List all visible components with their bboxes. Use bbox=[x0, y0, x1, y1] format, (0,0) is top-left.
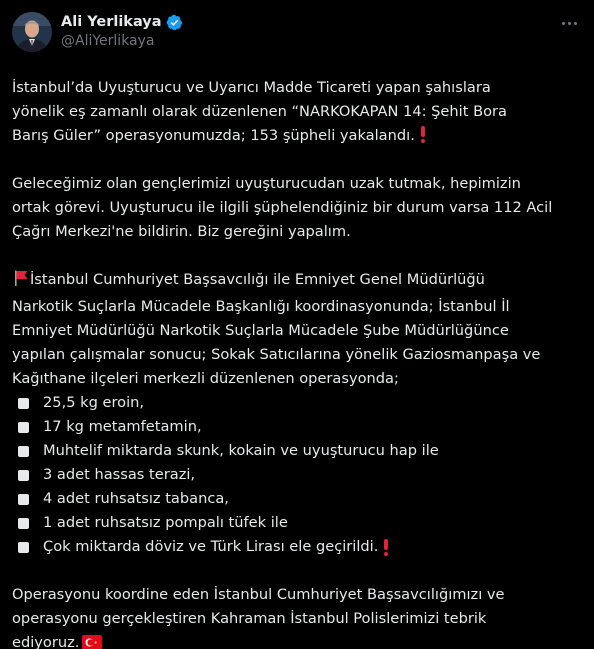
text-line bbox=[12, 631, 587, 649]
text-line: yönelik eş zamanlı olarak düzenlenen “NARKOKAPAN 14: Şehit Bora bbox=[12, 103, 507, 120]
paragraph-1 bbox=[12, 76, 587, 148]
square-bullet-icon bbox=[18, 470, 29, 481]
tweet-header bbox=[12, 12, 582, 56]
square-bullet-icon bbox=[18, 398, 29, 409]
text-line: Kağıthane ilçeleri merkezli düzenlenen operasyonda; bbox=[12, 370, 399, 387]
turkey-flag-icon bbox=[82, 634, 102, 649]
text-line-content: İstanbul Cumhuriyet Başsavcılığı ile Emniyet Genel Müdürlüğü bbox=[30, 271, 485, 288]
list-item bbox=[12, 439, 587, 463]
list-item-text: Çok miktarda döviz ve Türk Lirası ele geçirildi. bbox=[43, 538, 379, 555]
list-item-text: 3 adet hassas terazi, bbox=[43, 466, 196, 483]
list-item bbox=[12, 487, 587, 511]
text-line: Çağrı Merkezi'ne bildirin. Biz gereğini yapalım. bbox=[12, 223, 351, 240]
red-exclamation-icon bbox=[419, 126, 427, 143]
red-flag-icon bbox=[12, 269, 30, 295]
more-horizontal-icon[interactable] bbox=[558, 14, 580, 32]
paragraph-3 bbox=[12, 268, 587, 559]
paragraph-4 bbox=[12, 583, 587, 649]
square-bullet-icon bbox=[18, 518, 29, 529]
text-line: yapılan çalışmalar sonucu; Sokak Satıcılarına yönelik Gaziosmanpaşa ve bbox=[12, 346, 541, 363]
text-line-content: ediyoruz. bbox=[12, 634, 80, 649]
list-item bbox=[12, 391, 587, 415]
text-line: Operasyonu koordine eden İstanbul Cumhuriyet Başsavcılığımızı ve bbox=[12, 586, 505, 603]
square-bullet-icon bbox=[18, 422, 29, 433]
list-item bbox=[12, 535, 587, 559]
list-item-text: 17 kg metamfetamin, bbox=[43, 418, 202, 435]
square-bullet-icon bbox=[18, 494, 29, 505]
text-line bbox=[12, 268, 587, 295]
square-bullet-icon bbox=[18, 542, 29, 553]
list-item-text: 4 adet ruhsatsız tabanca, bbox=[43, 490, 229, 507]
handle[interactable]: @AliYerlikaya bbox=[61, 33, 155, 49]
text-line: operasyonu gerçekleştiren Kahraman İstanbul Polislerimizi tebrik bbox=[12, 610, 487, 627]
list-item-text: Muhtelif miktarda skunk, kokain ve uyuşturucu hap ile bbox=[43, 442, 439, 459]
square-bullet-icon bbox=[18, 446, 29, 457]
list-item-text: 25,5 kg eroin, bbox=[43, 394, 145, 411]
list-item-text: 1 adet ruhsatsız pompalı tüfek ile bbox=[43, 514, 288, 531]
text-line-content: Barış Güler” operasyonumuzda; 153 şüpheli yakalandı. bbox=[12, 127, 415, 144]
verified-badge-icon[interactable] bbox=[166, 14, 183, 31]
list-item bbox=[12, 511, 587, 535]
list-item bbox=[12, 463, 587, 487]
text-line: ortak görevi. Uyuşturucu ile ilgili şüphelendiğiniz bir durum varsa 112 Acil bbox=[12, 199, 553, 216]
text-line: İstanbul’da Uyuşturucu ve Uyarıcı Madde Ticareti yapan şahıslara bbox=[12, 79, 491, 96]
text-line: Narkotik Suçlarla Mücadele Başkanlığı koordinasyonunda; İstanbul İl bbox=[12, 298, 510, 315]
red-exclamation-icon bbox=[382, 539, 390, 556]
display-name[interactable]: Ali Yerlikaya bbox=[61, 14, 162, 30]
avatar-portrait-icon bbox=[12, 12, 52, 52]
paragraph-2 bbox=[12, 172, 587, 244]
text-line: Geleceğimiz olan gençlerimizi uyuşturucudan uzak tutmak, hepimizin bbox=[12, 175, 521, 192]
text-line: Emniyet Müdürlüğü Narkotik Suçlarla Mücadele Şube Müdürlüğünce bbox=[12, 322, 509, 339]
tweet-text bbox=[12, 76, 587, 649]
list-item bbox=[12, 415, 587, 439]
author-names bbox=[61, 13, 183, 51]
avatar[interactable] bbox=[12, 12, 52, 52]
name-row bbox=[61, 13, 183, 32]
text-line bbox=[12, 124, 587, 148]
